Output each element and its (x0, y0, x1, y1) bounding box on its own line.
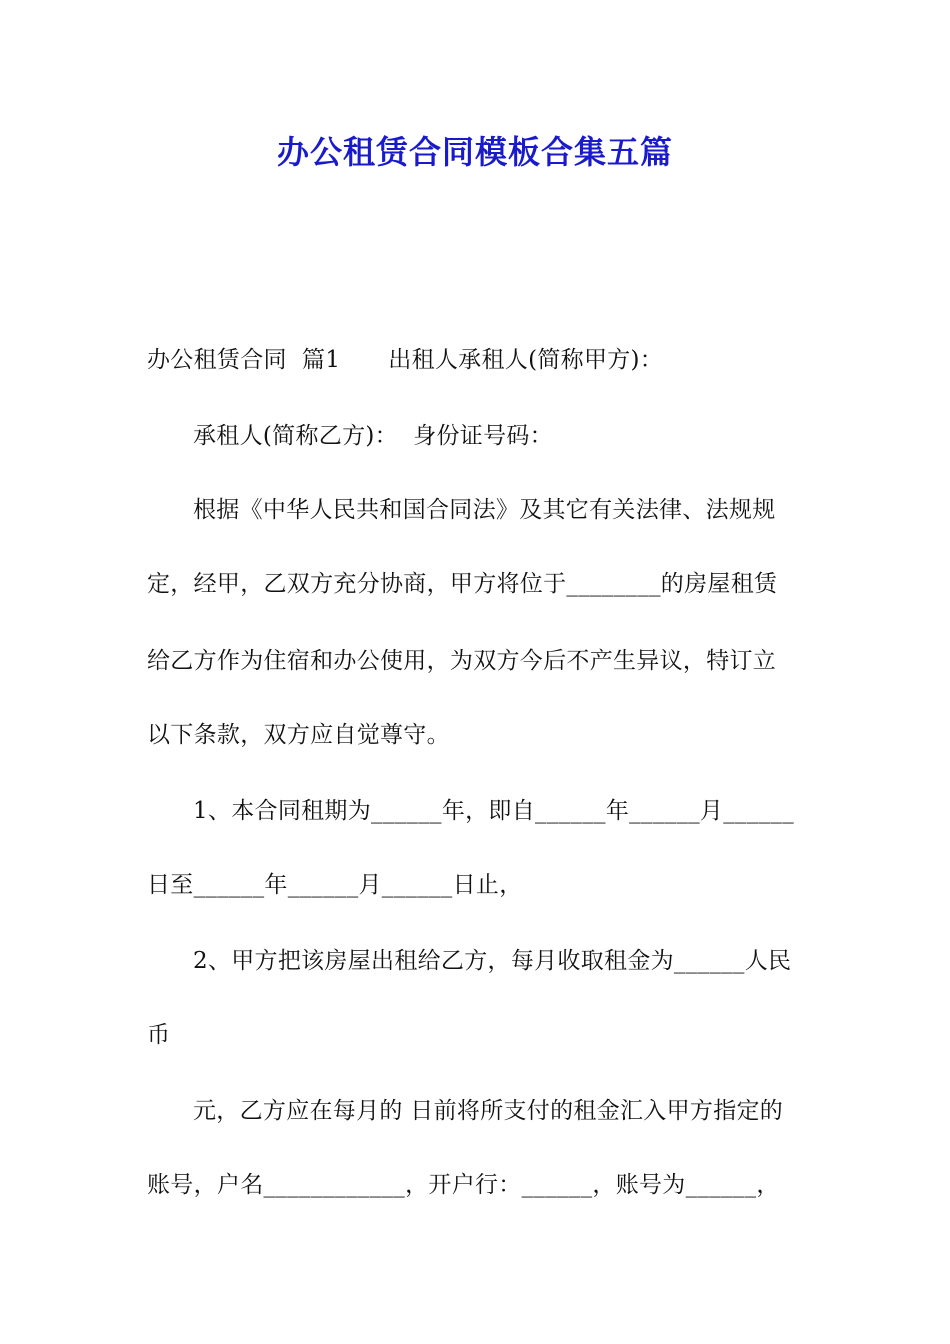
clause-1-line-1: 1、本合同租期为______年，即自______年______月______ (193, 798, 795, 824)
clause-2-line-2: 币 (147, 1022, 171, 1048)
paragraph-line-3: 给乙方作为住宿和办公使用，为双方今后不产生异议，特订立 (147, 648, 777, 674)
clause-1-line-2: 日至______年______月______日止， (147, 872, 523, 898)
clause-2-line-4: 账号，户名____________，开户行：______，账号为______， (147, 1172, 780, 1198)
lessor-label: 出租人承租人(简称甲方)： (388, 347, 664, 373)
paragraph-line-2: 定，经甲，乙双方充分协商，甲方将位于________的房屋租赁 (147, 571, 778, 597)
clause-2-line-3: 元，乙方应在每月的 日前将所支付的租金汇入甲方指定的 (193, 1098, 784, 1124)
clause-2-line-1: 2、甲方把该房屋出租给乙方，每月收取租金为______人民 (193, 948, 792, 974)
section-heading: 办公租赁合同 篇1 (147, 347, 341, 373)
paragraph-line-4: 以下条款，双方应自觉尊守。 (147, 722, 450, 748)
paragraph-line-1: 根据《中华人民共和国合同法》及其它有关法律、法规规 (193, 497, 776, 523)
document-title: 办公租赁合同模板合集五篇 (276, 133, 673, 171)
contract-heading-line (147, 344, 663, 376)
lessee-line: 承租人(简称乙方)： 身份证号码： (193, 423, 553, 449)
